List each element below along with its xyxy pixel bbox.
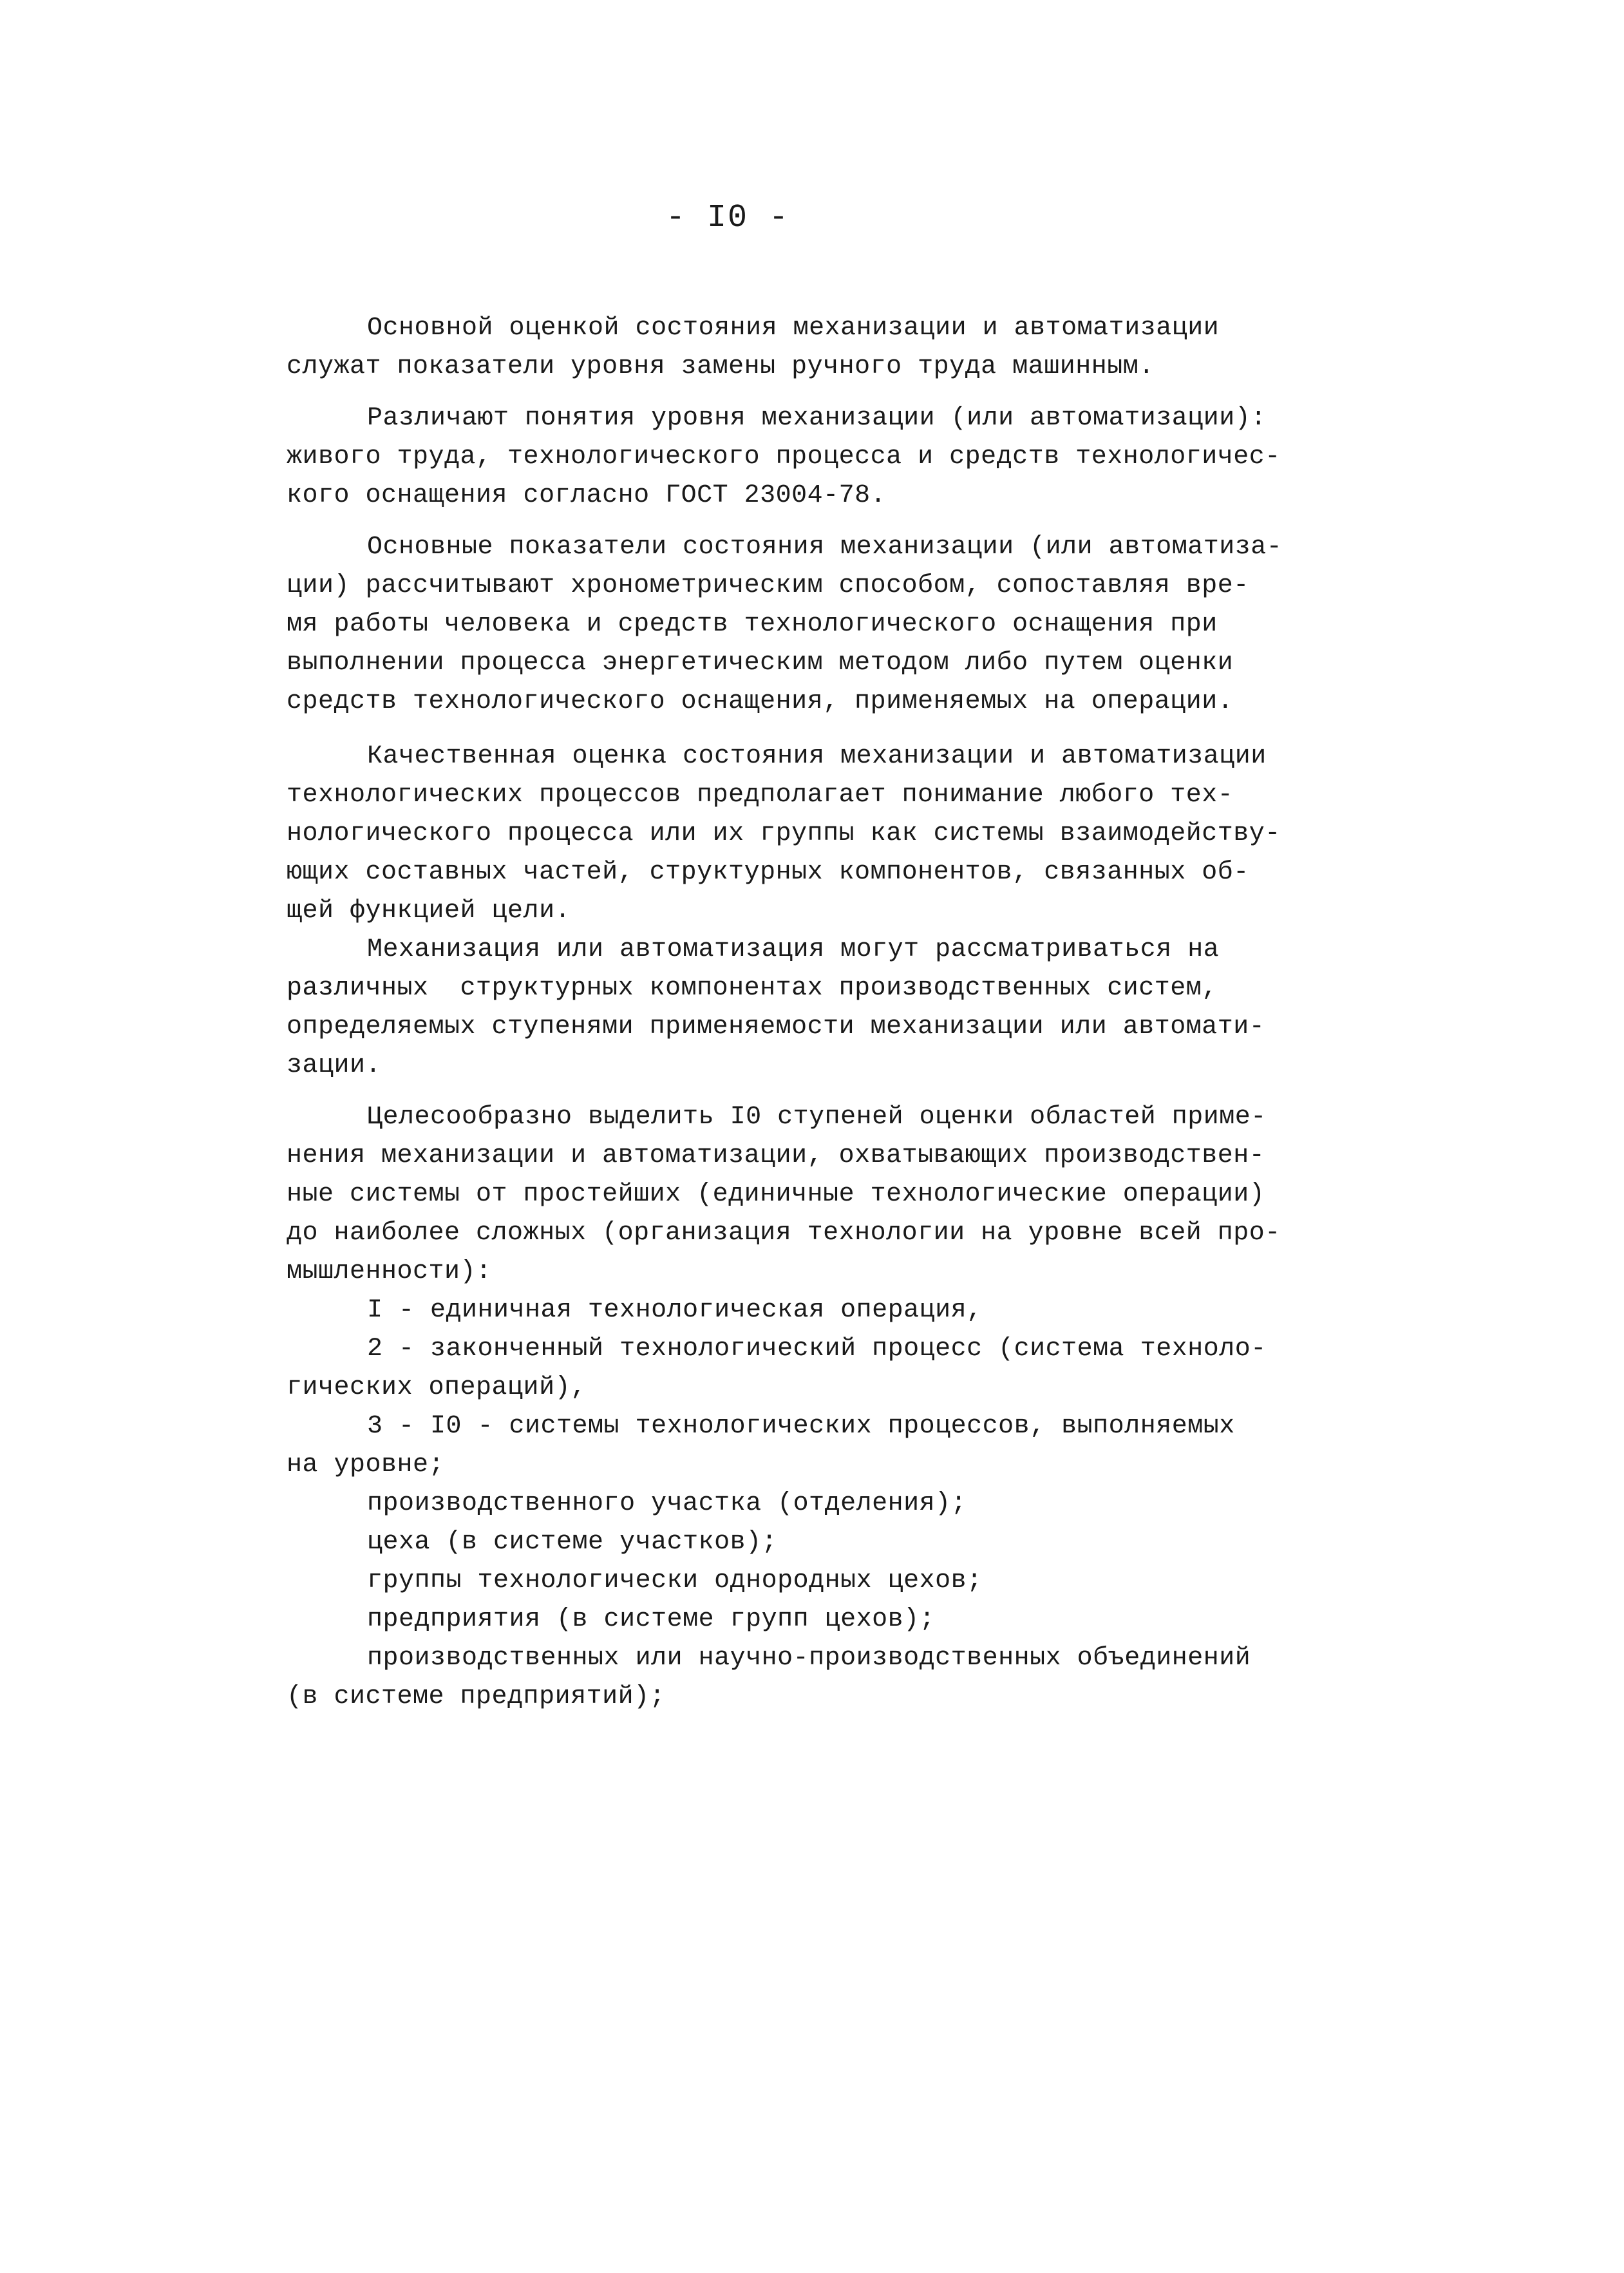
text-line: производственных или научно-производственных объединений bbox=[367, 1644, 1251, 1673]
text-line: выполнении процесса энергетическим методом либо путем оценки bbox=[287, 649, 1234, 678]
text-line: нения механизации и автоматизации, охватывающих производствен- bbox=[287, 1141, 1265, 1170]
text-line: производственного участка (отделения); bbox=[367, 1489, 967, 1518]
text-line: (в системе предприятий); bbox=[287, 1682, 666, 1711]
text-line: кого оснащения согласно ГОСТ 23004-78. bbox=[287, 481, 887, 510]
text-line: Основной оценкой состояния механизации и автоматизации bbox=[367, 314, 1220, 343]
text-line: мышленности): bbox=[287, 1257, 492, 1286]
text-line: технологических процессов предполагает понимание любого тех- bbox=[287, 781, 1234, 810]
text-line: Механизация или автоматизация могут рассматриваться на bbox=[367, 935, 1220, 964]
text-line: гических операций), bbox=[287, 1373, 587, 1402]
text-line: 2 - законченный технологический процесс (система техноло- bbox=[367, 1335, 1267, 1364]
text-line: мя работы человека и средств технологического оснащения при bbox=[287, 610, 1218, 639]
page-number: - I0 - bbox=[665, 200, 790, 236]
text-line: 3 - I0 - системы технологических процессов, выполняемых bbox=[367, 1412, 1235, 1441]
text-line: средств технологического оснащения, применяемых на операции. bbox=[287, 687, 1234, 716]
text-line: ции) рассчитывают хронометрическим способом, сопоставляя вре- bbox=[287, 571, 1249, 600]
text-line: различных структурных компонентах производственных систем, bbox=[287, 974, 1218, 1003]
text-line: на уровне; bbox=[287, 1450, 445, 1479]
text-line: Различают понятия уровня механизации (или автоматизации): bbox=[367, 404, 1267, 433]
text-line: предприятия (в системе групп цехов); bbox=[367, 1605, 936, 1634]
text-line: зации. bbox=[287, 1051, 382, 1080]
text-line: нологического процесса или их группы как системы взаимодейству- bbox=[287, 819, 1281, 848]
text-line: до наиболее сложных (организация технологии на уровне всей про- bbox=[287, 1219, 1281, 1248]
text-line: Целесообразно выделить I0 ступеней оценки областей приме- bbox=[367, 1103, 1267, 1132]
text-line: служат показатели уровня замены ручного труда машинным. bbox=[287, 352, 1155, 381]
text-line: определяемых ступенями применяемости механизации или автомати- bbox=[287, 1013, 1265, 1041]
text-line: Основные показатели состояния механизации (или автоматиза- bbox=[367, 533, 1283, 562]
text-line: щей функцией цели. bbox=[287, 897, 571, 926]
text-line: цеха (в системе участков); bbox=[367, 1528, 778, 1557]
text-line: группы технологически однородных цехов; bbox=[367, 1566, 983, 1595]
text-line: I - единичная технологическая операция, bbox=[367, 1296, 983, 1325]
text-line: живого труда, технологического процесса и средств технологичес- bbox=[287, 442, 1281, 471]
text-line: Качественная оценка состояния механизации и автоматизации bbox=[367, 742, 1267, 771]
text-line: ющих составных частей, структурных компонентов, связанных об- bbox=[287, 858, 1249, 887]
text-line: ные системы от простейших (единичные технологические операции) bbox=[287, 1180, 1265, 1209]
